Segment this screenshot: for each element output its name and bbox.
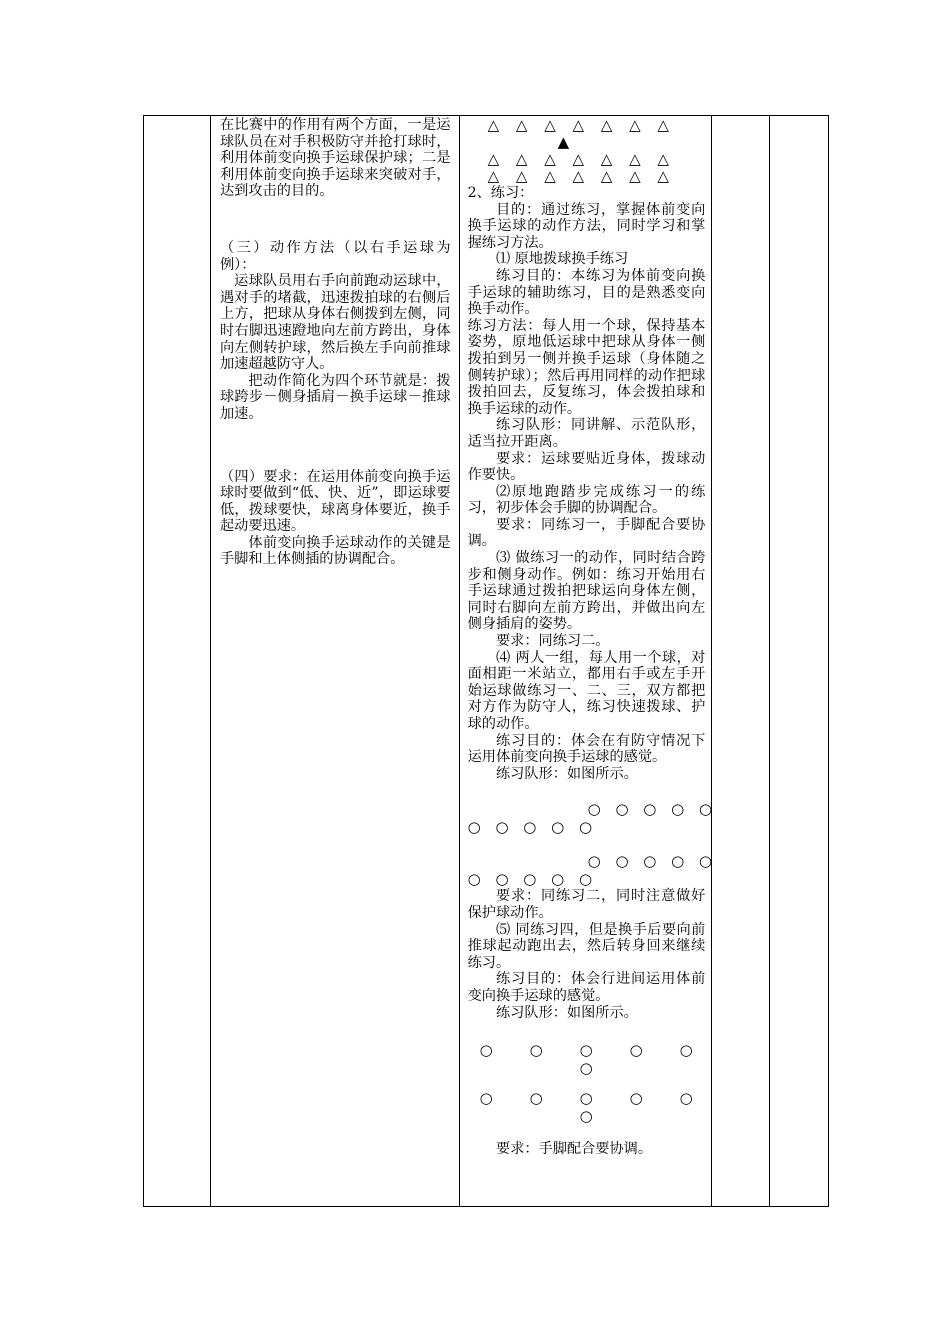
exercise-4-requirement: 要求：同练习二，同时注意做好保护球动作。 [467, 888, 706, 921]
exercise-1-title: ⑴ 原地拨球换手练习 [495, 251, 629, 268]
exercise-2: ⑵原地跑踏步完成练习一的练习，初步体会手脚的协调配合。 [467, 483, 706, 517]
exercise-4-formation: 练习队形：如图所示。 [495, 765, 638, 782]
circle-marker: ○ [579, 1089, 593, 1108]
exercise-1-formation: 练习队形：同讲解、示范队形，适当拉开距离。 [467, 417, 706, 450]
exercise-1-method: 练习方法：每人用一个球，保持基本姿势，原地低运球中把球从身体一侧拨拍到另一侧并换手运球（身体随之侧转护球）；然后再用同样的动作把球拨拍回去，反复练习，体会拨拍球和换手运球的动作。 [467, 317, 706, 417]
formation-triangle-row-3: △ △ △ △ △ △ △ [487, 167, 675, 185]
empty-cell-5 [770, 116, 829, 1207]
formation-circle-f: ○ [579, 1059, 593, 1078]
summary-paragraph: 把动作简化为四个环节就是：拨球跨步－侧身插肩－换手运球－推球加速。 [219, 372, 451, 422]
method-heading: （三）动作方法（以右手运球为例）： [219, 239, 451, 273]
circle-marker: ○ [529, 1041, 543, 1060]
circle-marker: ○ [629, 1089, 643, 1108]
exercise-1-goal: 练习目的：本练习为体前变向换手运球的辅助练习，目的是熟悉变向换手动作。 [467, 267, 706, 318]
content-cell-practice [459, 116, 718, 1207]
formation-circle-row-c: ○ ○ ○ ○ ○ [587, 852, 718, 871]
table-row [144, 116, 829, 1207]
circle-marker: ○ [479, 1041, 493, 1060]
circle-marker: ○ [679, 1041, 693, 1060]
circle-marker: ○ [679, 1089, 693, 1108]
circle-marker: ○ [579, 1041, 593, 1060]
formation-circle-row-a: ○ ○ ○ ○ ○ [587, 800, 718, 819]
exercise-3-requirement: 要求：同练习二。 [495, 633, 610, 650]
coach-triangle-icon: ▲ [557, 133, 570, 151]
practice-purpose: 目的：通过练习，掌握体前变向换手运球的动作方法，同时学习和掌握练习方法。 [467, 201, 706, 251]
formation-circle-row-e [468, 1041, 706, 1059]
exercise-3: ⑶ 做练习一的动作，同时结合跨步和侧身动作。例如：练习开始用右手运球通过拨拍把球运向身体左侧，同时右脚向左前方跨出，并做出向左侧身插肩的姿势。 [467, 550, 706, 633]
circle-marker: ○ [479, 1089, 493, 1108]
exercise-1-requirement: 要求：运球要贴近身体，拨球动作要快。 [467, 450, 706, 484]
practice-heading: 2、练习： [467, 185, 534, 201]
circle-marker: ○ [629, 1041, 643, 1060]
formation-triangle-row-2: △ △ △ △ △ △ △ [487, 150, 675, 168]
circle-marker: ○ [529, 1089, 543, 1108]
formation-triangle-row-1: △ △ △ △ △ △ △ [487, 116, 675, 134]
exercise-4-goal: 练习目的：体会在有防守情况下运用体前变向换手运球的感觉。 [467, 732, 706, 766]
empty-cell-1 [144, 116, 211, 1207]
formation-circle-row-g [468, 1089, 706, 1107]
exercise-5-formation: 练习队形：如图所示。 [495, 1004, 638, 1021]
method-paragraph: 运球队员用右手向前跑动运球中，遇对手的堵截，迅速拨拍球的右侧后上方，把球从身体右侧拨到左侧，同时右脚迅速蹬地向左前方跨出，身体向左侧转护球，然后换左手向前推球加速超越防守人。 [219, 273, 451, 373]
exercise-2-requirement: 要求：同练习一，手脚配合要协调。 [467, 516, 706, 550]
exercise-5-goal: 练习目的：体会行进间运用体前变向换手运球的感觉。 [467, 971, 706, 1004]
exercise-5: ⑸ 同练习四，但是换手后要向前推球起动跑出去，然后转身回来继续练习。 [467, 921, 706, 971]
formation-circle-row-d: ○ ○ ○ ○ ○ [467, 870, 598, 889]
lesson-plan-table [143, 115, 829, 1207]
formation-circle-row-b: ○ ○ ○ ○ ○ [467, 818, 598, 837]
exercise-4: ⑷ 两人一组，每人用一个球，对面相距一米站立，都用右手或左手开始运球做练习一、二、三，双方都把对方作为防守人，练习快速拨球、护球的动作。 [467, 649, 706, 732]
key-point-paragraph: 体前变向换手运球动作的关键是手脚和上体侧插的协调配合。 [219, 534, 451, 568]
exercise-5-requirement: 要求：手脚配合要协调。 [495, 1141, 653, 1158]
role-paragraph: 在比赛中的作用有两个方面，一是运球队员在对手积极防守并抢打球时，利用体前变向换手运球保护球；二是利用体前变向换手运球来突破对手，达到攻击的目的。 [219, 117, 451, 200]
requirement-heading: （四）要求：在运用体前变向换手运球时要做到“低、快、近”，即运球要低，拨球要快，球离身体要近，换手起动要迅速。 [219, 468, 451, 535]
formation-circle-h: ○ [579, 1107, 593, 1126]
content-cell-technique [210, 116, 459, 1207]
